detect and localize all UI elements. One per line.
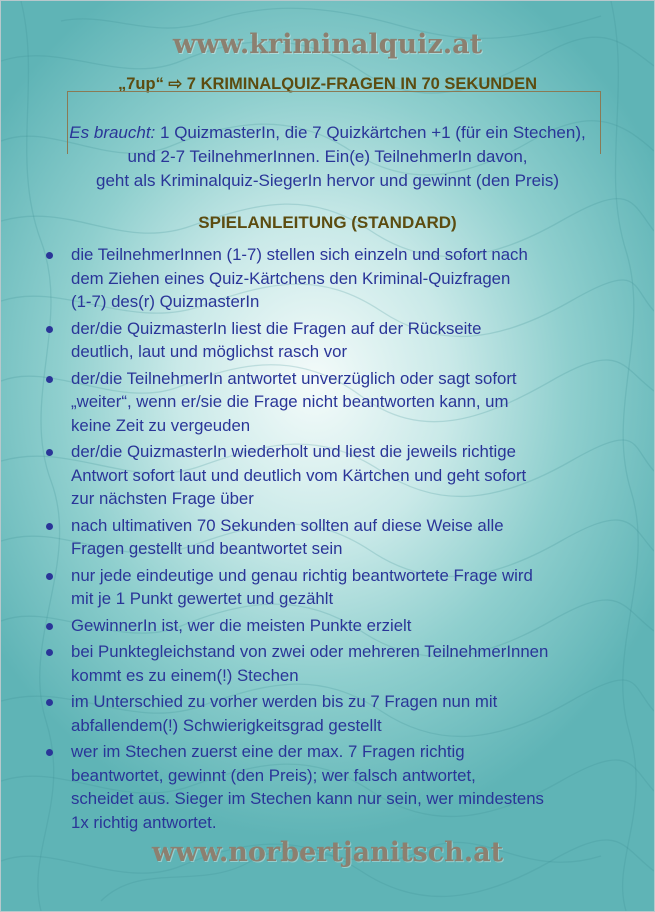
intro-paragraph bbox=[1, 121, 654, 193]
bullet-icon bbox=[46, 376, 53, 383]
site-title-norbertjanitsch[interactable]: www.norbertjanitsch.at bbox=[151, 837, 504, 868]
rule-line: der/die QuizmasterIn liest die Fragen auf der Rückseite bbox=[71, 318, 482, 338]
rule-line: die TeilnehmerInnen (1-7) stellen sich einzeln und sofort nach bbox=[71, 245, 528, 264]
bullet-icon bbox=[46, 699, 53, 706]
bullet-icon bbox=[46, 326, 53, 333]
rule-item bbox=[1, 690, 654, 737]
rule-line: nur jede eindeutige und genau richtig beantwortete Frage wird bbox=[71, 565, 533, 585]
rule-line: Fragen gestellt und beantwortet sein bbox=[71, 539, 343, 558]
rule-line: (1-7) des(r) QuizmasterIn bbox=[71, 292, 260, 311]
bullet-icon bbox=[46, 749, 53, 756]
rules-heading: SPIELANLEITUNG (STANDARD) bbox=[198, 213, 457, 232]
rule-line: wer im Stechen zuerst eine der max. 7 Fragen richtig bbox=[71, 742, 465, 761]
rule-line: deutlich, laut und möglichst rasch vor bbox=[71, 342, 348, 361]
site-title-kriminalquiz[interactable]: www.kriminalquiz.at bbox=[172, 29, 483, 60]
rule-line: keine Zeit zu vergeuden bbox=[71, 415, 251, 435]
rule-line: scheidet aus. Sieger im Stechen kann nur sein, wer mindestens bbox=[71, 789, 544, 808]
rule-line: beantwortet, gewinnt (den Preis); wer falsch antwortet, bbox=[71, 765, 476, 785]
rule-line: der/die QuizmasterIn wiederholt und liest die jeweils richtige bbox=[71, 442, 516, 461]
rule-item bbox=[1, 614, 654, 638]
rule-item bbox=[1, 740, 654, 834]
rule-line: abfallendem(!) Schwierigkeitsgrad gestellt bbox=[71, 715, 382, 735]
bullet-icon bbox=[46, 449, 53, 456]
rule-item bbox=[1, 367, 654, 438]
rule-item bbox=[1, 514, 654, 561]
rule-line: zur nächsten Frage über bbox=[71, 489, 254, 508]
requires-label: Es braucht: bbox=[69, 123, 156, 142]
bullet-icon bbox=[46, 649, 53, 656]
bullet-icon bbox=[46, 252, 53, 259]
rule-line: im Unterschied zu vorher werden bis zu 7 Fragen nun mit bbox=[71, 692, 498, 711]
intro-line-1 bbox=[1, 121, 654, 145]
bullet-icon bbox=[46, 573, 53, 580]
bullet-icon bbox=[46, 623, 53, 630]
rule-item bbox=[1, 564, 654, 611]
bullet-icon bbox=[46, 523, 53, 530]
rule-item bbox=[1, 243, 654, 314]
intro-line-1-text: 1 QuizmasterIn, die 7 Quizkärtchen +1 (für ein Stechen), bbox=[155, 123, 586, 142]
rule-line: Antwort sofort laut und deutlich vom Kärtchen und geht sofort bbox=[71, 465, 527, 485]
rule-line: kommt es zu einem(!) Stechen bbox=[71, 665, 299, 685]
intro-line-3: geht als Kriminalquiz-SiegerIn hervor und gewinnt (den Preis) bbox=[95, 171, 559, 190]
rule-line: mit je 1 Punkt gewertet und gezählt bbox=[71, 589, 334, 608]
rule-line: „weiter“, wenn er/sie die Frage nicht beantworten kann, um bbox=[71, 392, 509, 411]
rule-item bbox=[1, 440, 654, 511]
rule-line: 1x richtig antwortet. bbox=[71, 812, 217, 832]
rule-line: GewinnerIn ist, wer die meisten Punkte erzielt bbox=[71, 615, 412, 635]
rule-line: bei Punktegleichstand von zwei oder mehreren TeilnehmerInnen bbox=[71, 642, 549, 661]
rule-item bbox=[1, 317, 654, 364]
intro-line-2: und 2-7 TeilnehmerInnen. Ein(e) TeilnehmerIn davon, bbox=[127, 147, 528, 166]
rule-item bbox=[1, 640, 654, 687]
rule-line: dem Ziehen eines Quiz-Kärtchens den Kriminal-Quizfragen bbox=[71, 268, 511, 288]
rules-list bbox=[1, 243, 654, 837]
rule-line: nach ultimativen 70 Sekunden sollten auf diese Weise alle bbox=[71, 515, 504, 535]
game-subtitle: „7up“ ⇨ 7 KRIMINALQUIZ-FRAGEN IN 70 SEKUNDEN bbox=[117, 75, 538, 93]
rule-line: der/die TeilnehmerIn antwortet unverzüglich oder sagt sofort bbox=[71, 368, 517, 388]
